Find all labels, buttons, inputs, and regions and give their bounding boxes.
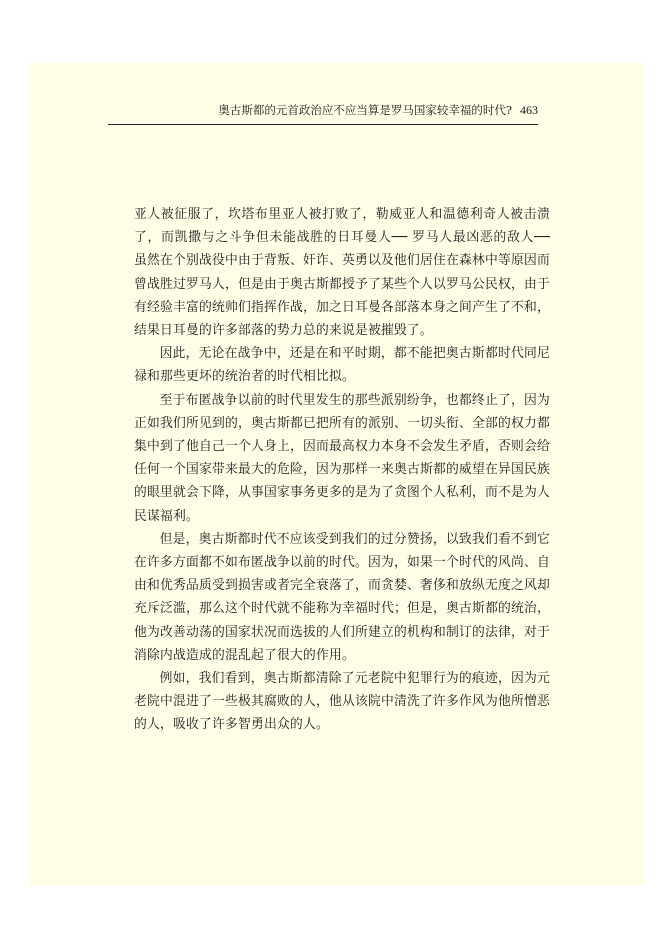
running-header bbox=[108, 102, 538, 125]
paragraph: 例如，我们看到，奥古斯都清除了元老院中犯罪行为的痕迹，因为元老院中混进了一些极其腐败的人，他从该院中清洗了许多作风为他所憎恶的人，吸收了许多智勇出众的人。 bbox=[134, 671, 550, 733]
paragraph: 但是，奥古斯都时代不应该受到我们的过分赞扬，以致我们看不到它在许多方面都不如布匿战争以前的时代。因为，如果一个时代的风尚、自由和优秀品质受到损害或者完全衰落了，而贪婪、奢侈和放纵无度之风却充斥泛滥，那么这个时代就不能称为幸福时代；但是，奥古斯都的统治，他为改善动荡的国家状况而选拔的人们所建立的机构和制订的法律，对于消除内战造成的混乱起了很大的作用。 bbox=[134, 531, 550, 663]
paragraph: 亚人被征服了，坎塔布里亚人被打败了，勒威亚人和温德利奇人被击溃了，而凯撒与之斗争但未能战胜的日耳曼人── 罗马人最凶恶的敌人── 虽然在个别战役中由于背叛、奸诈、英勇以及他们居住在森林中等原因而曾战胜过罗马人，但是由于奥古斯都授予了某些个人以罗马公民权，由于有经验丰富的统帅们指挥作战，加之日耳曼各部落本身之间产生了不和，结果日耳曼的许多部落的势力总的来说是被摧毁了。 bbox=[134, 207, 550, 339]
paragraph: 至于布匿战争以前的时代里发生的那些派别纷争，也都终止了，因为正如我们所见到的，奥古斯都已把所有的派别、一切头衔、全部的权力都集中到了他自己一个人身上，因而最高权力本身不会发生矛盾，否则会给任何一个国家带来最大的危险，因为那样一来奥古斯都的威望在异国民族的眼里就会下降，从事国家事务更多的是为了贪图个人私利，而不是为人民谋福利。 bbox=[134, 392, 550, 524]
body-text bbox=[134, 203, 550, 737]
paragraph: 因此，无论在战争中，还是在和平时期，都不能把奥古斯都时代同尼禄和那些更坏的统治者的时代相比拟。 bbox=[134, 346, 550, 385]
page-number: 463 bbox=[520, 103, 538, 117]
header-title: 奥古斯都的元首政治应不应当算是罗马国家较幸福的时代? bbox=[218, 103, 512, 117]
